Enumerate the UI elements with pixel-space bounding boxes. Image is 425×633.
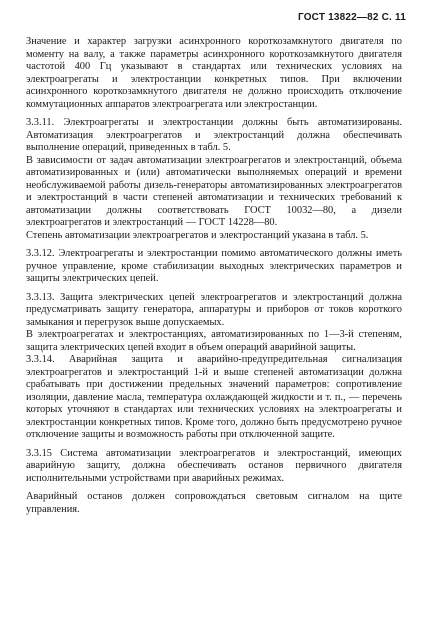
- paragraph-3-3-15: 3.3.15 Система автоматизации электроагрегатов и электростанций, имеющих аварийную защиту, должна обеспечивать останов первичного двигателя исполнительными устройствами при аварийных режимах.: [26, 447, 402, 484]
- page-header: ГОСТ 13822—82 С. 11: [297, 12, 406, 23]
- paragraph-3-3-13: 3.3.13. Защита электрических цепей электроагрегатов и электростанций должна предусматривать защиту генератора, аппаратуры и приборов от токов короткого замыкания и перегрузок выше допускаемых.: [26, 291, 402, 328]
- paragraph-3-3-11: 3.3.11. Электроагрегаты и электростанции должны быть автоматизированы. Автоматизация электроагрегатов и электростанций должна обеспечивать выполнение операций, приведенных в табл. 5.: [26, 117, 402, 153]
- paragraph-emergency-stop: Аварийный останов должен сопровождаться световым сигналом на щите управления.: [26, 491, 402, 515]
- paragraph-automation-degree: Степень автоматизации электроагрегатов и электростанций указана в табл. 5.: [26, 229, 369, 241]
- paragraph-3-3-12: 3.3.12. Электроагрегаты и электростанции помимо автоматического должны иметь ручное управление, кроме стабилизации выходных электрических параметров и защиты электрических цепей.: [26, 248, 402, 284]
- document-body: [26, 36, 402, 516]
- paragraph-protection-scope: В электроагрегатах и электростанциях, автоматизированных по 1—3-й степеням, защита электрических цепей входит в объем операций аварийной защиты.: [26, 329, 402, 353]
- paragraph-motor-load: Значение и характер загрузки асинхронного короткозамкнутого двигателя по моменту на валу, а также параметры асинхронного короткозамкнутого двигателя частотой 400 Гц указывают в стандартах или технических условиях на электроагрегаты и электростанции конкретных типов. При включении асинхронного короткозамкнутого двигателя не должно происходить отключение коммутационных аппаратов электроагрегата или электростанции.: [26, 36, 402, 110]
- paragraph-3-3-14: 3.3.14. Аварийная защита и аварийно-предупредительная сигнализация электроагрегатов и электростанций 1-й и выше степеней автоматизации должна срабатывать при достижении предельных значений параметров: сопротивление изоляции, давление масла, температура охлаждающей жидкости и т. п., — перечень которых уточняют в стандартах или технических условиях на электроагрегаты и электростанции конкретных типов. Кроме того, должно быть предусмотрено ручное отключение защиты и возможность работы при отключенной защите.: [26, 354, 402, 440]
- paragraph-automation-tasks: В зависимости от задач автоматизации электроагрегатов и электростанций, объема автоматизированных и (или) автоматически выполняемых операций и времени необслуживаемой работы дизель-генераторы автоматизированных электроагрегатов и электростанций в части степеней автоматизации и технических требований к автоматизации должны соответствовать ГОСТ 10032—80, а дизели электроагрегатов и электростанций — ГОСТ 14228—80.: [26, 154, 402, 228]
